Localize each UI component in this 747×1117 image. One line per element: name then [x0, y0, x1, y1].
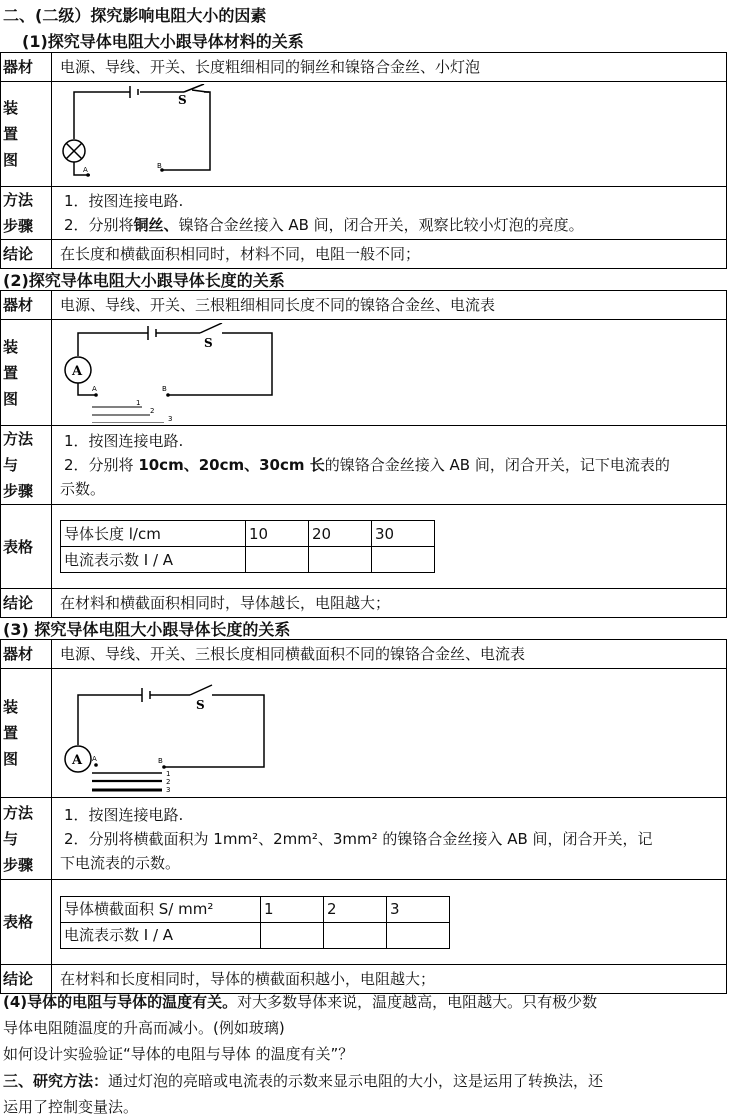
setup-label: 装 置 图	[1, 320, 52, 426]
table-label: 表格	[1, 880, 52, 965]
section1-circuit	[52, 82, 727, 187]
terminal-a-label: A	[92, 755, 97, 763]
step-1: 1．按图连接电路.	[64, 192, 184, 210]
conclusion-label: 结论	[1, 589, 52, 618]
page-heading: 二、(二级）探究影响电阻大小的因素	[3, 6, 267, 25]
section1-equipment: 电源、导线、开关、长度粗细相同的铜丝和镍铬合金丝、小灯泡	[52, 53, 727, 82]
section3-title: (3) 探究导体电阻大小跟导体长度的关系	[3, 620, 291, 639]
section1-table	[0, 52, 727, 269]
section2-steps: 1．按图连接电路. 2．分别将 10cm、20cm、30cm 长的镍铬合金丝接入 AB 间，闭合开关，记下电流表的 示数。	[52, 426, 727, 505]
section2-conclusion: 在材料和横截面积相同时，导体越长，电阻越大；	[52, 589, 727, 618]
section3-steps: 1．按图连接电路. 2．分别将横截面积为 1mm²、2mm²、3mm² 的镍铬合金丝接入 AB 间，闭合开关，记 下电流表的示数。	[52, 798, 727, 880]
section1-conclusion: 在长度和横截面积相同时，材料不同，电阻一般不同；	[52, 240, 727, 269]
setup-label: 装 置 图	[1, 82, 52, 187]
circuit-diagram-3	[52, 673, 292, 793]
section3-conclusion: 在材料和长度相同时，导体的横截面积越小，电阻越大；	[52, 965, 727, 994]
input-cell[interactable]	[246, 547, 309, 573]
section4-line2: 导体电阻随温度的升高而减小。(例如玻璃)	[3, 1019, 285, 1037]
section2-equipment: 电源、导线、开关、三根粗细相同长度不同的镍铬合金丝、电流表	[52, 291, 727, 320]
section1-steps	[52, 187, 727, 240]
section2-data-table-cell	[52, 505, 727, 589]
terminal-b-label: B	[158, 757, 163, 765]
switch-label: S	[204, 335, 213, 350]
circuit-diagram-2	[52, 323, 292, 423]
switch-label: S	[196, 698, 205, 712]
section3-circuit	[52, 669, 727, 798]
equipment-label: 器材	[1, 291, 52, 320]
input-cell[interactable]	[372, 547, 435, 573]
equipment-label: 器材	[1, 640, 52, 669]
input-cell[interactable]	[387, 922, 450, 948]
input-cell[interactable]	[324, 922, 387, 948]
method-summary-line2: 运用了控制变量法。	[3, 1098, 139, 1116]
equipment-label: 器材	[1, 53, 52, 82]
conclusion-label: 结论	[1, 965, 52, 994]
section2-title: (2)探究导体电阻大小跟导体长度的关系	[3, 271, 285, 290]
step-2: 2．分别将 10cm、20cm、30cm 长的镍铬合金丝接入 AB 间，闭合开关，记下电流表的	[64, 456, 670, 474]
ammeter-label: A	[72, 363, 83, 379]
section3-equipment: 电源、导线、开关、三根长度相同横截面积不同的镍铬合金丝、电流表	[52, 640, 727, 669]
conclusion-label: 结论	[1, 240, 52, 269]
setup-label: 装 置 图	[1, 669, 52, 798]
circuit-diagram-1	[52, 84, 252, 184]
svg-text:2: 2	[150, 406, 155, 415]
section2-circuit	[52, 320, 727, 426]
svg-text:3: 3	[166, 786, 171, 793]
section4-paragraph: (4)导体的电阻与导体的温度有关。对大多数导体来说，温度越高，电阻越大。只有极少数	[3, 993, 598, 1011]
switch-label: S	[178, 93, 187, 107]
table-label: 表格	[1, 505, 52, 589]
ammeter-label: A	[72, 753, 83, 768]
section1-title: (1)探究导体电阻大小跟导体材料的关系	[22, 32, 304, 51]
step-1: 1．按图连接电路.	[64, 432, 184, 450]
section4-question: 如何设计实验验证“导体的电阻与导体 的温度有关”？	[3, 1045, 354, 1063]
svg-text:1: 1	[166, 770, 171, 778]
terminal-b-label: B	[162, 384, 167, 393]
input-cell[interactable]	[261, 922, 324, 948]
input-cell[interactable]	[309, 547, 372, 573]
section2-table	[0, 290, 727, 618]
svg-text:1: 1	[136, 398, 141, 407]
section3-table	[0, 639, 727, 994]
method-label: 方法 步骤	[1, 187, 52, 240]
method-label: 方法 与 步骤	[1, 798, 52, 880]
step-2: 2．分别将铜丝、镍铬合金丝接入 AB 间，闭合开关，观察比较小灯泡的亮度。	[64, 216, 584, 234]
svg-text:2: 2	[166, 778, 171, 786]
area-data-table: 导体横截面积 S/ mm² 1 2 3 电流表示数 I / A	[60, 896, 450, 949]
terminal-a-label: A	[83, 166, 88, 174]
step-1: 1．按图连接电路.	[64, 805, 184, 824]
svg-text:3: 3	[168, 414, 173, 423]
step-2: 2．分别将横截面积为 1mm²、2mm²、3mm² 的镍铬合金丝接入 AB 间，闭合开关，记	[64, 829, 653, 848]
method-summary: 三、研究方法：通过灯泡的亮暗或电流表的示数来显示电阻的大小，这是运用了转换法，还	[3, 1072, 604, 1090]
method-label: 方法 与 步骤	[1, 426, 52, 505]
terminal-b-label: B	[157, 162, 162, 170]
terminal-a-label: A	[92, 384, 97, 393]
length-data-table: 导体长度 l/cm 10 20 30 电流表示数 I / A	[60, 520, 435, 573]
section3-data-table-cell	[52, 880, 727, 965]
